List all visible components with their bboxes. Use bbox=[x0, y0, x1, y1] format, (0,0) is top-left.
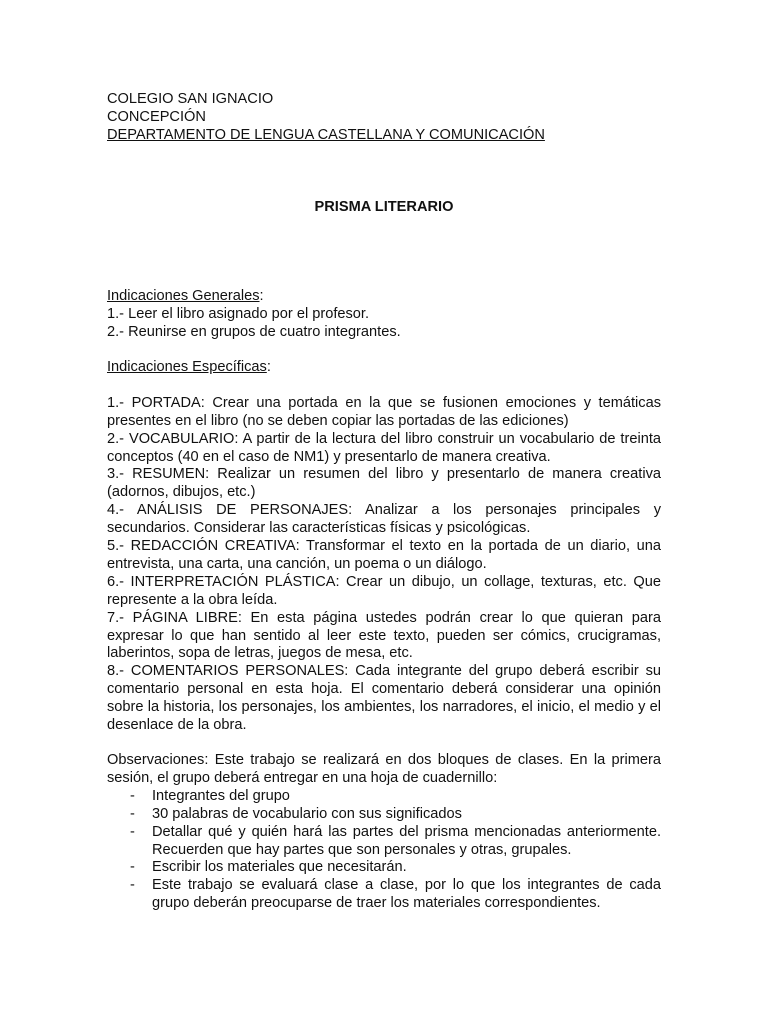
list-item-text: Escribir los materiales que necesitarán. bbox=[152, 859, 407, 876]
specific-item-vocabulario: 2.- VOCABULARIO: A partir de la lectura del libro construir un vocabulario de treinta conceptos (40 en el caso de NM1) y presentarlo de manera creativa. bbox=[107, 430, 661, 465]
list-item-text: 30 palabras de vocabulario con sus significados bbox=[152, 805, 462, 822]
general-instructions bbox=[107, 288, 661, 342]
specific-instructions bbox=[107, 359, 661, 735]
list-item bbox=[107, 859, 661, 877]
department-name: DEPARTAMENTO DE LENGUA CASTELLANA Y COMUNICACIÓN bbox=[107, 126, 545, 143]
list-item-text: Detallar qué y quién hará las partes del prisma mencionadas anteriormente. Recuerden que hay partes que son personales y otras, grupales. bbox=[152, 823, 661, 858]
observations-list bbox=[107, 788, 661, 913]
list-item-text: Integrantes del grupo bbox=[152, 787, 290, 804]
specific-item-analisis: 4.- ANÁLISIS DE PERSONAJES: Analizar a los personajes principales y secundarios. Considerar las características físicas y psicológicas. bbox=[107, 502, 661, 537]
specific-item-interpretacion: 6.- INTERPRETACIÓN PLÁSTICA: Crear un dibujo, un collage, texturas, etc. Que represente a la obra leída. bbox=[107, 573, 661, 608]
school-name: COLEGIO SAN IGNACIO bbox=[107, 91, 274, 107]
specific-item-redaccion: 5.- REDACCIÓN CREATIVA: Transformar el texto en la portada de un diario, una entrevista, una carta, una canción, un poema o un diálogo. bbox=[107, 538, 661, 572]
general-heading-text: Indicaciones Generales bbox=[107, 288, 260, 304]
city-name: CONCEPCIÓN bbox=[107, 108, 206, 125]
specific-item-resumen: 3.- RESUMEN: Realizar un resumen del libro y presentarlo de manera creativa (adornos, dibujos, etc.) bbox=[107, 466, 661, 501]
specific-heading bbox=[107, 359, 661, 377]
specific-item-pagina-libre: 7.- PÁGINA LIBRE: En esta página ustedes podrán crear lo que quieran para expresar lo que han sentido al leer este texto, pueden ser cómics, crucigramas, laberintos, sopa de letras, juegos de mesa, etc. bbox=[107, 609, 661, 662]
dash-bullet: - bbox=[130, 805, 135, 822]
list-item-text: Este trabajo se evaluará clase a clase, por lo que los integrantes de cada grupo deberán preocuparse de traer los materiales correspondientes. bbox=[152, 877, 661, 912]
specific-heading-colon: : bbox=[266, 359, 271, 375]
list-item bbox=[107, 806, 661, 824]
document-title: PRISMA LITERARIO bbox=[314, 199, 454, 215]
list-item bbox=[107, 877, 661, 913]
general-item: 2.- Reunirse en grupos de cuatro integrantes. bbox=[107, 323, 401, 340]
observations-text: Observaciones: Este trabajo se realizará en dos bloques de clases. En la primera sesión, el grupo deberá entregar en una hoja de cuadernillo: bbox=[107, 752, 661, 786]
general-item: 1.- Leer el libro asignado por el profesor. bbox=[107, 305, 370, 322]
specific-item-comentarios: 8.- COMENTARIOS PERSONALES: Cada integrante del grupo deberá escribir su comentario personal en esta hoja. El comentario deberá considerar una opinión sobre la historia, los personajes, los ambientes, los narradores, el inicio, el medio y el desenlace de la obra. bbox=[107, 663, 661, 734]
general-heading-colon: : bbox=[259, 288, 264, 304]
observations bbox=[107, 752, 661, 913]
spacer bbox=[107, 377, 661, 395]
dash-bullet: - bbox=[130, 787, 135, 804]
specific-heading-text: Indicaciones Específicas bbox=[107, 359, 267, 375]
specific-item-portada: 1.- PORTADA: Crear una portada en la que se fusionen emociones y temáticas presentes en el libro (no se deben copiar las portadas de las ediciones) bbox=[107, 394, 661, 429]
dash-bullet: - bbox=[130, 859, 135, 876]
general-heading bbox=[107, 288, 661, 306]
dash-bullet: - bbox=[130, 823, 135, 840]
dash-bullet: - bbox=[130, 877, 135, 894]
list-item bbox=[107, 824, 661, 860]
list-item bbox=[107, 788, 661, 806]
letterhead bbox=[107, 91, 661, 145]
